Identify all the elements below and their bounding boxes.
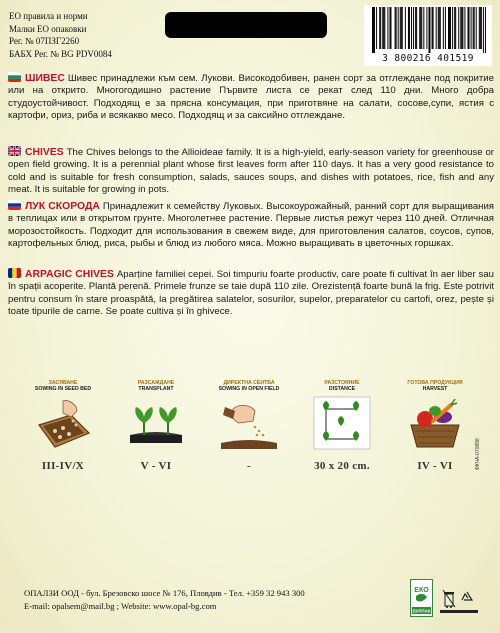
- icon-value: 30 x 20 cm.: [314, 460, 370, 472]
- section-text: Шивес принадлежи към сем. Лукови. Високодобивен, ранен сорт за отглеждане под покритие или на открито. Многогодишно растение Първите листа се рекат след 110 дни. Много добра студоустойчивост. Подходящ е за прясна консумация, при приготвяне на салати, сосове,супи, ястия с картофи, ориз, риба и всякакво месо. Подходящ и за саксийно отглеждане.: [8, 73, 494, 122]
- icon-value: V - VI: [140, 460, 172, 472]
- black-label-bar: [165, 12, 327, 38]
- regulatory-line: Малки ЕО опаковки: [9, 23, 87, 34]
- section-title: CHIVES: [25, 147, 64, 158]
- recycle-icon: [460, 589, 474, 603]
- no-litter-bin-icon: [442, 588, 456, 608]
- disposal-underline: [440, 610, 478, 613]
- plant-spacing-icon: [312, 395, 372, 451]
- uk-flag-icon: [8, 146, 21, 156]
- section-title: ШИВЕС: [25, 73, 65, 84]
- icon-value: -: [247, 460, 251, 472]
- section-text: Принадлежит к семейству Луковых. Высокоурожайный, ранний сорт для выращивания в теплицах или в открытом грунте. Многолетнее растение. Первые листья режут через 110 дней. Отличная морозостойкость. Подходит для использования в свежем виде, для приготовления салатов, соусов, супов, картофельных блюд, риса, рыбы и блюд из любого мяса. Можно выращивать в цветочных горшках.: [8, 201, 495, 250]
- side-code: ФКЧА-070898: [475, 438, 481, 470]
- section-russian: [8, 200, 494, 251]
- icon-subtitle: HARVEST: [422, 386, 448, 392]
- icon-value: III-IV/X: [41, 460, 85, 472]
- section-romanian: [8, 268, 494, 319]
- section-title: ЛУК СКОРОДА: [25, 201, 100, 212]
- icon-subtitle: SOWING IN SEED BED: [34, 386, 92, 392]
- footer: [24, 587, 305, 613]
- barcode-number: 3 800216 401519: [382, 53, 474, 64]
- direct-sowing-column: [206, 380, 292, 472]
- hand-sowing-icon: [219, 395, 279, 451]
- distance-column: [299, 380, 385, 472]
- regulatory-line: ЕО правила и норми: [9, 11, 88, 21]
- transplant-column: [113, 380, 199, 472]
- barcode-bars-icon: [372, 7, 486, 53]
- section-english: [8, 146, 494, 197]
- icon-title: РАЗСТОЯНИЕ: [324, 380, 360, 386]
- icon-value: IV - VI: [417, 460, 453, 472]
- icon-title: ЗАСЯВАНЕ: [48, 380, 78, 386]
- eco-label-bottom: БУЛПАК: [412, 608, 431, 614]
- icon-subtitle: TRANSPLANT: [138, 386, 174, 392]
- harvest-column: [392, 380, 478, 472]
- regulatory-line: Рег. № 07ПЗГ2260: [9, 36, 80, 46]
- section-bulgarian: [8, 72, 494, 123]
- russia-flag-icon: [8, 200, 21, 210]
- romania-flag-icon: [8, 268, 21, 278]
- company-contacts: E-mail: opalsem@mail.bg ; Website: www.opal-bg.com: [24, 601, 217, 611]
- regulatory-info: [9, 10, 112, 60]
- regulatory-line: БАБХ Рег. № BG PDV0084: [9, 48, 112, 59]
- icon-subtitle: SOWING IN OPEN FIELD: [218, 386, 280, 392]
- seed-tray-icon: [33, 395, 93, 451]
- barcode: [364, 5, 492, 66]
- eco-label-top: ЕКО: [414, 587, 429, 594]
- icon-subtitle: DISTANCE: [328, 386, 356, 392]
- icon-title: ГОТОВА ПРОДУКЦИЯ: [407, 380, 463, 386]
- vegetable-basket-icon: [405, 395, 465, 451]
- bulgaria-flag-icon: [8, 72, 21, 82]
- eco-bulpak-logo-icon: [410, 579, 433, 617]
- icon-title: РАЗСАЖДАНЕ: [137, 380, 175, 386]
- company-address: ОПАЛЗИ ООД - бул. Брезовско шосе № 176, Пловдив - Тел. +359 32 943 300: [24, 588, 305, 598]
- seedlings-icon: [126, 395, 186, 451]
- icon-title: ДИРЕКТНА СЕИТБА: [223, 380, 275, 386]
- section-text: The Chives belongs to the Allioideae family. It is a high-yield, early-season variety for greenhouse or open field growing. It is a perennial plant whose first leaves form after 110 days. It has a very good resistance to cold and is suitable for fresh consumption, salads, sauces soups, and dishes with potatoes, rice, fish and any meat. It is suitable for growing in pots.: [8, 147, 494, 196]
- section-title: ARPAGIC CHIVES: [25, 269, 114, 280]
- sowing-seed-bed-column: [20, 380, 106, 472]
- section-text: Aparține familiei cepei. Soi timpuriu foarte productiv, care poate fi cultivat în aer liber sau în spații acoperite. Plantă perenă. Primele frunze se taie după 110 zile. Orezistență foarte bună la frig. Este potrivit pentru consum în stare proaspătă, la pregătirea salatelor, sosurilor, supelor, preparatelor cu cartofi, orez, pește și toate tipurile de carne. Se poate cultiva și în ghivece.: [8, 269, 494, 318]
